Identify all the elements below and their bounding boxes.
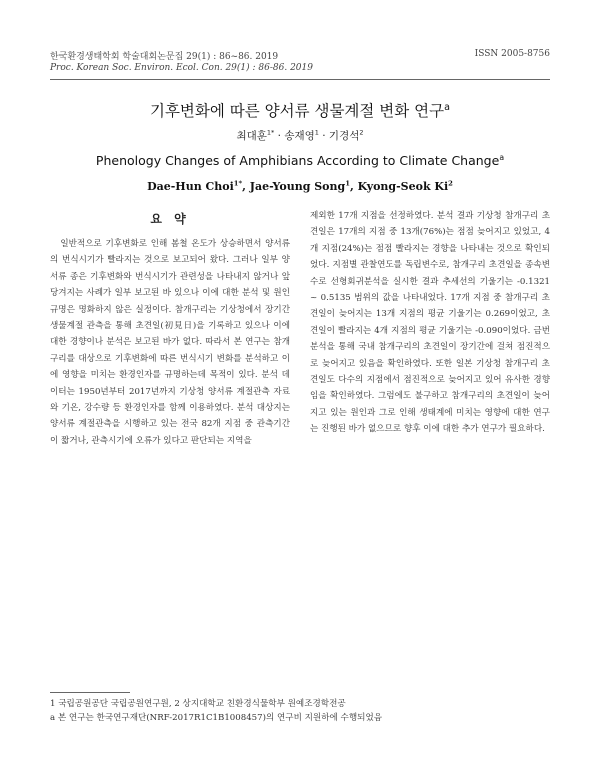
- footnote-affiliations: 1 국립공원공단 국립공원연구원, 2 상지대학교 친환경식물학부 원예조경학전공: [50, 699, 346, 709]
- abstract-right-column: 제외한 17개 지점을 선정하였다. 분석 결과 기상청 참개구리 초견일은 17개의 지점 중 13개(76%)는 점점 늦어지고 있었고, 4개 지점(24%)는 점점 빨라지는 경향을 나타내는 것으로 확인되었다. 지점별 관찰연도를 독립변수로, 참개구리 초견일을 종속변수로 선형회귀분석을 실시한 결과 추세선의 기울기는 -0.1321 ~ 0.5135 범위의 값을 나타내었다. 17개 지점 중 참개구리 초견일이 늦어지는 13개 지점의 평균 기울기는 0.269이었고, 초견일이 빨라지는 4개 지점의 평균 기울기는 -0.090이었다. 금번 분석을 통해 국내 참개구리의 초견일이 장기간에 걸쳐 점진적으로 늦어지고 있음을 확인하였다. 또한 일본 기상청 참개구리 초견일도 다수의 지점에서 점진적으로 늦어지고 있어 유사한 경향임을 확인하였다. 그럼에도 불구하고 참개구리의 초견일이 늦어지고 있는 원인과 그로 인해 생태계에 미치는 영향에 대한 연구는 진행된 바가 없으므로 향후 이에 대한 추가 연구가 필요하다.: [310, 211, 550, 435]
- footnote-rule: [50, 692, 130, 693]
- journal-header-ko: 한국환경생태학회 학술대회논문집 29(1) : 86~86. 2019: [50, 52, 279, 62]
- authors-english: Dae-Hun Choi$^{1*}$, Jae-Young Song$^1$, Kyong-Seok Ki$^2$: [147, 179, 453, 193]
- abstract-left-column: 일반적으로 기후변화로 인해 봄철 온도가 상승하면서 양서류의 번식시기가 빨라지는 것으로 보고되어 왔다. 그러나 일부 양서류 종은 기후변화와 번식시기가 관련성을 나타내지 않거나 앞당겨지는 사례가 일부 보고된 바 있으나 이에 대한 분석 및 원인 규명은 명화하지 않은 실정이다. 참개구리는 기상청에서 장기간 생물계절 관측을 통해 초견일(初見日)을 기록하고 있으나 이에 대한 경향이나 분석은 보고된 바가 없다. 따라서 본 연구는 참개구리를 대상으로 기후변화에 따른 번식시기 변화를 분석하고 이에 영향을 미치는 환경인자를 규명하는데 목적이 있다. 분석 데이터는 1950년부터 2017년까지 기상청 양서류 계절관측 자료와 기온, 강수량 등 환경인자를 함께 이용하였다. 분석 대상지는 양서류 계절관측을 시행하고 있는 전국 82개 지점 중 관측기간이 짧거나, 관측시기에 오류가 있다고 판단되는 지역을: [50, 239, 290, 446]
- header-rule: [50, 79, 550, 80]
- journal-header-en: Proc. Korean Soc. Environ. Ecol. Con. 29(1) : 86-86. 2019: [50, 63, 313, 73]
- title-english: Phenology Changes of Amphibians According to Climate Change$^a$: [95, 152, 505, 168]
- issn: ISSN 2005-8756: [474, 49, 550, 59]
- authors-korean: 최대훈$^{1*}$ · 송재영$^1$ · 기경석$^2$: [236, 128, 364, 142]
- abstract-heading: 요 약: [150, 212, 190, 226]
- title-korean: 기후변화에 따른 양서류 생물계절 변화 연구$^a$: [149, 101, 451, 120]
- footnote-funding: a 본 연구는 한국연구재단(NRF-2017R1C1B1008457)의 연구비 지원하에 수행되었음: [50, 713, 383, 723]
